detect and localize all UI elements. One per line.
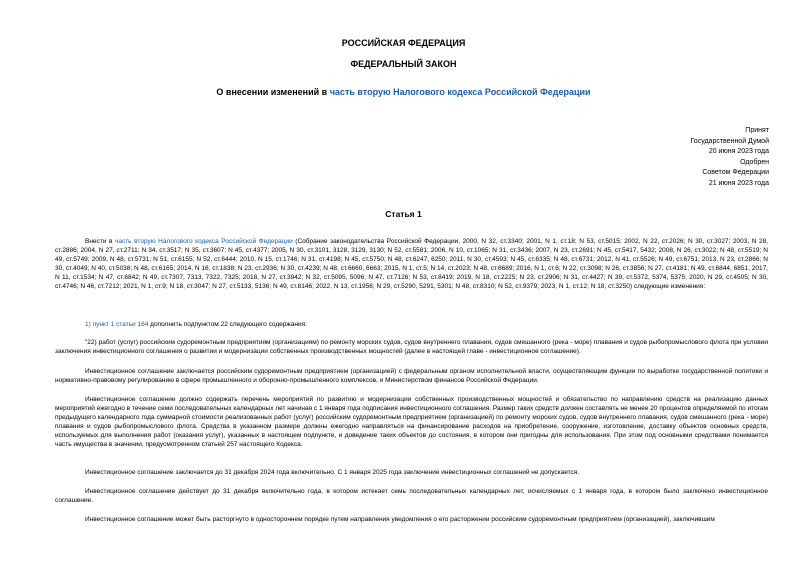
law-title <box>0 87 807 98</box>
law-type-heading: ФЕДЕРАЛЬНЫЙ ЗАКОН <box>350 59 457 69</box>
intro-text: (Собрание законодательства Российской Федерации, 2000, N 32, ст.3340; 2001, N 1, ст.18; N 53, ст.5015; 2002, N 22, ст.2026; N 30, ст.3027; 2003, N 28, ст.2886; 2004, N 27, ст.2711; N 34, ст.3517; N 35, ст.3607; N 45, ст.4377; 2005, N 30, ст.3101, 3128, 3129, 3130; N 52, ст.5581; 2006, N 10, ст.1065; N 31, ст.3436; 2007, N 23, ст.2691; N 45, ст.5417, 5432; 2008, N 26, ст.3022; N 48, ст.5519; N 49, ст.5749; 2009, N 48, ст.5731; N 51, ст.6155; N 52, ст.6444; 2010, N 15, ст.1746; N 31, ст.4198; N 45, ст.5750; N 48, ст.6247, 6250; 2011, N 30, ст.4593; N 45, ст.6335; N 48, ст.6731; 2012, N 41, ст.5526; N 49, ст.6751; 2013, N 23, ст.2866; N 30, ст.4049; N 40, ст.5038; N 48, ст.6165; 2014, N 16, ст.1838; N 23, ст.2936; N 30, ст.4239; N 48, ст.6660, 6663; 2015, N 1, ст.5; N 14, ст.2023; N 48, ст.6689; 2016, N 1, ст.6; N 22, ст.3098; N 26, ст.3856; N 27, ст.4181; N 49, ст.6844, 6851; 2017, N 11, ст.1534; N 47, ст.6842; N 49, ст.7307, 7313, 7322, 7325; 2018, N 27, ст.3942; N 32, ст.5095, 5096; N 47, ст.7126; N 53, ст.8419; 2019, N 18, ст.2225; N 23, ст.2906; N 31, ст.4427; N 39, ст.5372, 5374, 5375; 2020, N 29, ст.4505; N 30, ст.4746; N 46, ст.7212; 2021, N 1, ст.9; N 18, ст.3047; N 27, ст.5133, 5136; N 49, ст.8146; 2022, N 13, ст.1956; N 29, ст.5290, 5291, 5301; N 48, ст.8310; N 52, ст.9379; 2023, N 1, ст.12; N 18, ст.3250) следующие изменения: <box>55 238 768 290</box>
paragraph: "22) работ (услуг) российским судоремонтным предприятиям (организациям) по ремонту морских судов, судов внутреннего плавания, судов смешанного (река - море) плавания и судов рыбопромыслового флота при условии заключения инвестиционного соглашения о развитии и модернизации собственных производственных мощностей (далее в настоящей главе - инвестиционное соглашение). <box>55 339 768 355</box>
article-intro-paragraph <box>55 238 768 291</box>
adoption-line: Советом Федерации <box>702 169 769 176</box>
country-heading: РОССИЙСКАЯ ФЕДЕРАЦИЯ <box>341 38 466 48</box>
adoption-info <box>569 126 769 189</box>
item1-link[interactable]: 1) пункт 1 статьи 164 <box>85 321 149 328</box>
paragraph: Инвестиционное соглашение действует до 31 декабря включительно года, в котором истекает семь последовательных календарных лет, исчисляемых с 1 января года, в котором было заключено инвестиционное соглашение. <box>55 488 768 504</box>
law-title-link[interactable]: часть вторую Налогового кодекса Российской Федерации <box>329 87 591 97</box>
adoption-line: 20 июня 2023 года <box>708 148 769 155</box>
item1-text: дополнить подпунктом 22 следующего содержания: <box>148 321 307 328</box>
adoption-line: Принят <box>745 127 769 134</box>
adoption-line: 21 июня 2023 года <box>708 179 769 187</box>
paragraph: Инвестиционное соглашение должно содержать перечень мероприятий по развитию и модернизации собственных производственных мощностей и обязательство по направлению средств на реализацию данных мероприятий ежегодно в течение семи последовательных календарных лет начиная с 1 января года подписания инвестиционного соглашения. Размер таких средств должен составлять не менее 20 процентов определяемой по итогам предыдущего календарного года суммарной стоимости реализованных работ (услуг) российским судоремонтным предприятием (организацией) по ремонту морских судов, судов внутреннего плавания, судов смешанного (река - море) плавания и судов рыбопромыслового флота. Средства в указанном размере должны ежегодно направляться на финансирование расходов на приобретение, сооружение, изготовление, доставку объектов основных средств, используемых для выполнения работ (оказания услуг), указанных в настоящем подпункте, и доведение таких объектов до состояния, в котором они пригодны для использования. При этом под основными средствами понимается часть имущества в значении, предусмотренном статьей 257 настоящего Кодекса. <box>55 396 768 448</box>
paragraph: Инвестиционное соглашение заключается до 31 декабря 2024 года включительно. С 1 января 2025 года заключение инвестиционных соглашений не допускается. <box>85 469 580 476</box>
article-heading: Статья 1 <box>385 209 422 219</box>
adoption-line: Государственной Думой <box>690 137 769 145</box>
adoption-line: Одобрен <box>740 158 769 166</box>
intro-code-link[interactable]: часть вторую Налогового кодекса Российской Федерации <box>114 238 293 245</box>
item1-paragraph <box>55 321 768 330</box>
paragraph: Инвестиционное соглашение заключается российским судоремонтным предприятием (организацией) с федеральным органом исполнительной власти, осуществляющим функции по выработке государственной политики и нормативно-правовому регулированию в сфере промышленного и оборонно-промышленного комплексов, и Министерством финансов Российской Федерации. <box>55 368 768 384</box>
law-title-prefix: О внесении изменений в <box>216 87 330 97</box>
intro-prefix: Внести в <box>85 238 115 245</box>
paragraph: Инвестиционное соглашение может быть расторгнуто в одностороннем порядке путем направления уведомления о его расторжении российским судоремонтным предприятием (организацией), заключившим <box>85 516 715 523</box>
